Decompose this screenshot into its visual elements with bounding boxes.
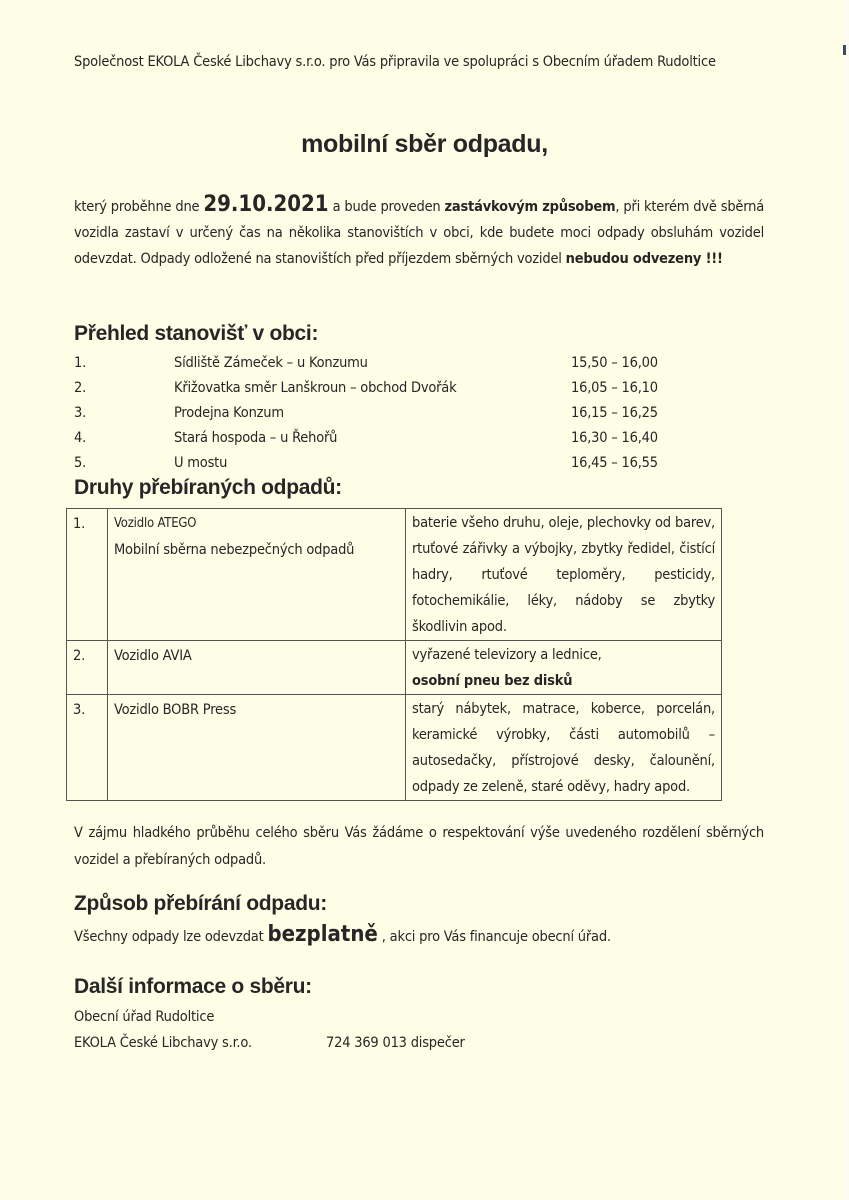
note-paragraph: V zájmu hladkého průběhu celého sběru Vás žádáme o respektování výše uvedeného rozdělení sběrných vozidel a přebíraných odpadů. bbox=[74, 825, 764, 868]
vehicle-name: Vozidlo ATEGO bbox=[114, 516, 197, 531]
contact-municipality: Obecní úřad Rudoltice bbox=[74, 1009, 215, 1025]
scan-edge-mark bbox=[843, 45, 846, 55]
vehicle-cell bbox=[108, 641, 406, 695]
stop-number: 2. bbox=[74, 380, 87, 396]
stops-list bbox=[74, 351, 754, 476]
table-row bbox=[67, 695, 722, 801]
waste-items: vyřazené televizory a lednice, bbox=[412, 647, 602, 663]
waste-table bbox=[66, 508, 722, 801]
waste-items: baterie všeho druhu, oleje, plechovky od barev, rtuťové zářivky a výbojky, zbytky ředidel, čistící hadry, rtuťové teploměry, pesticidy, fotochemikálie, léky, nádoby se zbytky škodlivin apod. bbox=[406, 509, 722, 641]
method-heading: Způsob přebírání odpadu: bbox=[74, 892, 327, 915]
intro-paragraph: Společnost EKOLA České Libchavy s.r.o. pro Vás připravila ve spolupráci s Obecním úřadem Rudoltice bbox=[74, 54, 716, 70]
table-row bbox=[67, 641, 722, 695]
announcement-text-1: který proběhne dne bbox=[74, 199, 204, 215]
page-edge bbox=[843, 0, 849, 1200]
stop-item bbox=[74, 376, 754, 401]
method-text-2: , akci pro Vás financuje obecní úřad. bbox=[377, 929, 611, 945]
stop-number: 1. bbox=[74, 355, 87, 371]
free-of-charge: bezplatně bbox=[267, 922, 378, 947]
vehicle-description: Mobilní sběrna nebezpečných odpadů bbox=[114, 542, 355, 558]
row-number: 1. bbox=[67, 509, 108, 641]
warning-text: nebudou odvezeny !!! bbox=[565, 251, 723, 267]
stop-item bbox=[74, 401, 754, 426]
collection-method: zastávkovým způsobem bbox=[444, 199, 616, 215]
stop-time: 16,30 – 16,40 bbox=[571, 430, 658, 446]
stop-number: 3. bbox=[74, 405, 87, 421]
collection-date: 29.10.2021 bbox=[203, 192, 329, 217]
method-text-1: Všechny odpady lze odevzdat bbox=[74, 929, 268, 945]
row-number: 3. bbox=[67, 695, 108, 801]
row-number: 2. bbox=[67, 641, 108, 695]
page-title: mobilní sběr odpadu, bbox=[301, 130, 548, 158]
table-row bbox=[67, 509, 722, 641]
stop-item bbox=[74, 426, 754, 451]
stop-name: Sídliště Zámeček – u Konzumu bbox=[174, 355, 368, 371]
stop-name: Křižovatka směr Lanškroun – obchod Dvořák bbox=[174, 380, 457, 396]
stop-item bbox=[74, 451, 754, 476]
waste-items-cell bbox=[406, 641, 722, 695]
stop-time: 16,15 – 16,25 bbox=[571, 405, 658, 421]
stop-item bbox=[74, 351, 754, 376]
announcement-text-2: a bude proveden bbox=[328, 199, 445, 215]
info-heading: Další informace o sběru: bbox=[74, 975, 312, 998]
vehicle-name: Vozidlo AVIA bbox=[114, 648, 192, 664]
stop-name: Prodejna Konzum bbox=[174, 405, 284, 421]
announcement-text-3: , při kterém dvě sběrná vozidla zastaví v určený čas na několika stanovištích v obci, kde budete moci odpady obsluhám vozidel odevzdat. Odpady odložené na stanovištích před příjezdem sběrných vozidel bbox=[74, 199, 764, 267]
contact-phone: 724 369 013 dispečer bbox=[326, 1035, 465, 1051]
waste-items: starý nábytek, matrace, koberce, porcelán, keramické výrobky, části automobilů – autosedačky, přístrojové desky, čalounění, odpady ze zeleně, staré oděvy, hadry apod. bbox=[406, 695, 722, 801]
stop-number: 5. bbox=[74, 455, 87, 471]
waste-items-bold: osobní pneu bez disků bbox=[412, 673, 573, 689]
stop-time: 15,50 – 16,00 bbox=[571, 355, 658, 371]
stops-heading: Přehled stanovišť v obci: bbox=[74, 322, 319, 345]
contact-company: EKOLA České Libchavy s.r.o. bbox=[74, 1035, 252, 1051]
method-text bbox=[74, 922, 611, 947]
waste-heading: Druhy přebíraných odpadů: bbox=[74, 476, 342, 499]
vehicle-cell bbox=[108, 509, 406, 641]
vehicle-name: Vozidlo BOBR Press bbox=[114, 702, 237, 718]
vehicle-cell bbox=[108, 695, 406, 801]
stop-number: 4. bbox=[74, 430, 87, 446]
stop-name: U mostu bbox=[174, 455, 228, 471]
stop-time: 16,45 – 16,55 bbox=[571, 455, 658, 471]
stop-time: 16,05 – 16,10 bbox=[571, 380, 658, 396]
announcement-paragraph bbox=[74, 192, 764, 272]
stop-name: Stará hospoda – u Řehořů bbox=[174, 430, 338, 446]
